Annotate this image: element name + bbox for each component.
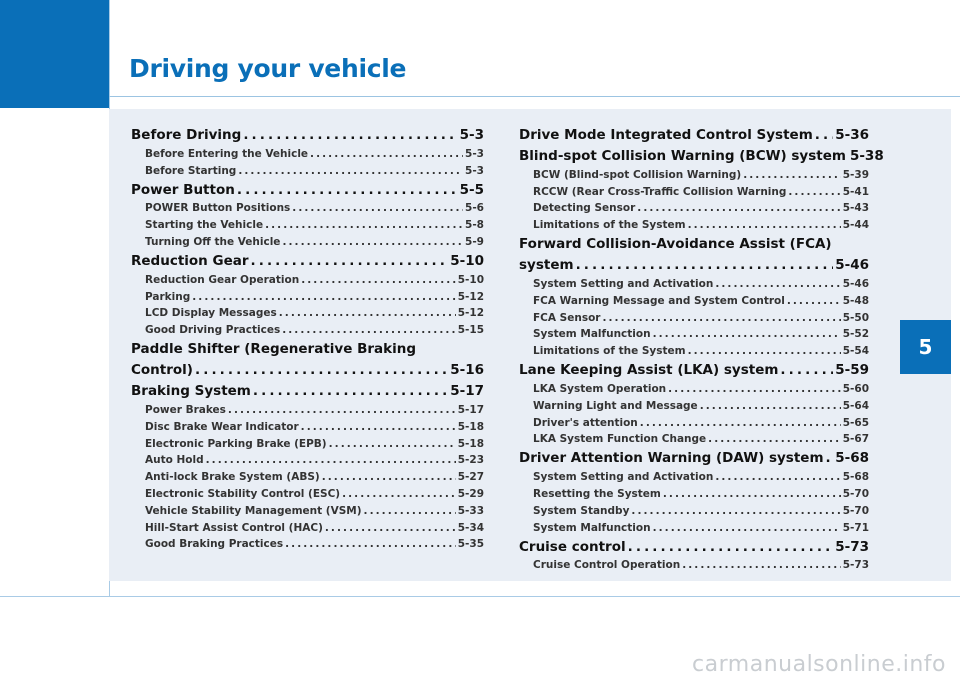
toc-leader-dots <box>342 488 456 500</box>
toc-section-title: Paddle Shifter (Regenerative Braking <box>131 341 417 358</box>
toc-leader-dots <box>325 522 456 534</box>
toc-leader-dots <box>265 219 463 231</box>
toc-section[interactable] <box>131 248 484 336</box>
toc-subentry[interactable] <box>145 231 484 248</box>
toc-leader-dots <box>282 324 456 336</box>
toc-subentry[interactable] <box>145 319 484 336</box>
toc-section-line <box>519 357 869 378</box>
toc-subentry-page: 5-3 <box>465 164 484 177</box>
toc-leader-dots <box>788 186 840 198</box>
toc-section-line <box>131 357 484 378</box>
toc-subentry[interactable] <box>145 303 484 320</box>
toc-subentry-page: 5-52 <box>842 328 869 341</box>
toc-subentry-page: 5-64 <box>842 399 869 412</box>
toc-leader-dots <box>663 488 841 500</box>
toc-leader-dots <box>653 328 841 340</box>
toc-subentry[interactable] <box>145 286 484 303</box>
toc-subentry[interactable] <box>145 198 484 215</box>
toc-subentry-title: Good Driving Practices <box>145 324 281 337</box>
toc-subentry-page: 5-35 <box>457 538 484 551</box>
toc-subentry-title: Disc Brake Wear Indicator <box>145 420 299 433</box>
toc-subentry-title: System Standby <box>533 504 630 517</box>
toc-subentry-page: 5-6 <box>465 202 484 215</box>
toc-subentry-title: Hill-Start Assist Control (HAC) <box>145 521 323 534</box>
toc-leader-dots <box>628 539 834 555</box>
toc-subentry-title: RCCW (Rear Cross-Traffic Collision Warning <box>533 185 787 198</box>
toc-section-title: system <box>519 257 574 274</box>
toc-subentry-title: Driver's attention <box>533 416 638 429</box>
toc-leader-dots <box>329 438 456 450</box>
toc-subentry[interactable] <box>533 290 869 307</box>
toc-leader-dots <box>640 417 841 429</box>
toc-section-line <box>131 177 484 198</box>
toc-subentry[interactable] <box>533 466 869 483</box>
toc-section[interactable] <box>131 336 484 378</box>
toc-subentry-page: 5-50 <box>842 311 869 324</box>
toc-subentry-page: 5-43 <box>842 202 869 215</box>
toc-leader-dots <box>292 202 463 214</box>
toc-leader-dots <box>310 148 463 160</box>
toc-subentry[interactable] <box>145 399 484 416</box>
toc-left-column <box>131 123 484 550</box>
toc-leader-dots <box>780 362 833 378</box>
toc-subentry[interactable] <box>533 429 869 446</box>
toc-leader-dots <box>285 538 456 550</box>
toc-subentry-title: System Malfunction <box>533 521 651 534</box>
toc-section-title: Cruise control <box>519 538 626 555</box>
toc-section-title: Before Driving <box>131 127 242 143</box>
toc-subentry-page: 5-29 <box>457 487 484 500</box>
toc-section-page: 5-36 <box>835 127 869 143</box>
toc-section[interactable] <box>519 231 869 357</box>
toc-subentry[interactable] <box>533 214 869 231</box>
toc-subentry[interactable] <box>533 412 869 429</box>
toc-leader-dots <box>576 257 834 273</box>
toc-leader-dots <box>700 400 841 412</box>
toc-section-line <box>519 143 884 164</box>
toc-subentry-page: 5-3 <box>465 147 484 160</box>
toc-section-page: 5-5 <box>459 181 484 198</box>
toc-section-title: Forward Collision-Avoidance Assist (FCA) <box>519 236 832 253</box>
toc-subentry-title: FCA Warning Message and System Control <box>533 294 785 307</box>
toc-section[interactable] <box>519 123 869 143</box>
toc-subentry-page: 5-71 <box>842 521 869 534</box>
toc-leader-dots <box>631 505 840 517</box>
toc-section-page: 5-73 <box>835 538 869 555</box>
toc-subentry[interactable] <box>145 416 484 433</box>
toc-subentry-page: 5-34 <box>457 521 484 534</box>
toc-leader-dots <box>708 433 841 445</box>
toc-leader-dots <box>322 471 456 483</box>
toc-subentry-title: Limitations of the System <box>533 345 686 358</box>
toc-subentry-title: Starting the Vehicle <box>145 219 264 232</box>
toc-subentry-title: Anti-lock Brake System (ABS) <box>145 471 320 484</box>
toc-leader-dots <box>243 127 457 143</box>
toc-section-page: 5-46 <box>835 257 869 274</box>
toc-subentry[interactable] <box>145 214 484 231</box>
toc-leader-dots <box>682 559 841 571</box>
toc-subentry[interactable] <box>533 395 869 412</box>
toc-subentry[interactable] <box>533 340 869 357</box>
toc-subentry-title: Reduction Gear Operation <box>145 273 300 286</box>
toc-subentry[interactable] <box>145 517 484 534</box>
toc-subentry-title: BCW (Blind-spot Collision Warning) <box>533 168 742 181</box>
toc-subentry[interactable] <box>533 517 869 534</box>
toc-section-page: 5-17 <box>450 383 484 400</box>
toc-subentry-page: 5-15 <box>457 324 484 337</box>
toc-section[interactable] <box>519 534 869 572</box>
chapter-tab[interactable]: 5 <box>900 320 951 374</box>
toc-leader-dots <box>668 383 841 395</box>
toc-leader-dots <box>787 295 841 307</box>
toc-leader-dots <box>206 454 456 466</box>
toc-leader-dots <box>364 505 456 517</box>
toc-subentry-page: 5-9 <box>465 235 484 248</box>
toc-subentry-page: 5-18 <box>457 420 484 433</box>
toc-section[interactable] <box>519 143 884 232</box>
toc-subentry[interactable] <box>533 181 869 198</box>
toc-section[interactable] <box>519 357 869 445</box>
toc-subentry-title: Limitations of the System <box>533 219 686 232</box>
toc-subentry[interactable] <box>533 307 869 324</box>
toc-section-title: Blind-spot Collision Warning (BCW) system <box>519 148 846 164</box>
toc-section-page: 5-38 <box>849 148 884 164</box>
toc-section[interactable] <box>131 177 484 248</box>
toc-leader-dots <box>228 404 456 416</box>
toc-subentry-page: 5-48 <box>842 294 869 307</box>
toc-leader-dots <box>282 236 463 248</box>
toc-section[interactable] <box>519 445 869 533</box>
toc-section-line <box>519 123 869 143</box>
toc-leader-dots <box>688 219 841 231</box>
toc-subentry-title: Electronic Stability Control (ESC) <box>145 487 341 500</box>
toc-subentry-title: Detecting Sensor <box>533 202 636 215</box>
toc-leader-dots <box>251 253 449 269</box>
toc-subentry-page: 5-70 <box>842 504 869 517</box>
toc-section[interactable] <box>131 123 484 177</box>
toc-subentry[interactable] <box>145 534 484 551</box>
toc-subentry-page: 5-39 <box>842 168 869 181</box>
toc-subentry-title: Resetting the System <box>533 487 661 500</box>
footer-divider <box>0 596 960 597</box>
toc-leader-dots <box>653 522 841 534</box>
toc-section-title: Control) <box>131 362 193 379</box>
toc-section-title: Lane Keeping Assist (LKA) system <box>519 362 779 379</box>
toc-leader-dots <box>301 274 456 286</box>
toc-subentry-title: Turning Off the Vehicle <box>145 235 281 248</box>
toc-section-page: 5-68 <box>835 450 869 467</box>
toc-subentry-page: 5-41 <box>842 185 869 198</box>
toc-subentry[interactable] <box>533 164 869 181</box>
toc-subentry-title: Electronic Parking Brake (EPB) <box>145 437 327 450</box>
toc-section-line <box>519 534 869 555</box>
toc-subentry-page: 5-33 <box>457 504 484 517</box>
toc-subentry-page: 5-17 <box>457 403 484 416</box>
toc-leader-dots <box>279 307 456 319</box>
toc-subentry-title: LKA System Operation <box>533 382 667 395</box>
toc-subentry[interactable] <box>145 143 484 160</box>
toc-leader-dots <box>192 291 455 303</box>
toc-subentry-title: Power Brakes <box>145 403 226 416</box>
toc-leader-dots <box>815 127 833 143</box>
toc-leader-dots <box>602 312 840 324</box>
toc-section-line <box>131 123 484 143</box>
toc-subentry[interactable] <box>533 198 869 215</box>
toc-subentry-page: 5-44 <box>842 219 869 232</box>
toc-subentry[interactable] <box>533 324 869 341</box>
toc-subentry-title: Before Entering the Vehicle <box>145 147 309 160</box>
watermark: carmanualsonline.info <box>692 652 946 677</box>
toc-leader-dots <box>715 471 840 483</box>
toc-leader-dots <box>688 345 841 357</box>
toc-subentry[interactable] <box>533 500 869 517</box>
toc-section-line <box>131 336 484 357</box>
toc-subentry-title: Good Braking Practices <box>145 538 284 551</box>
toc-section-page: 5-3 <box>459 127 484 143</box>
toc-leader-dots <box>238 165 463 177</box>
toc-section-line <box>519 445 869 466</box>
toc-subentry[interactable] <box>533 378 869 395</box>
toc-leader-dots <box>237 182 458 198</box>
chapter-header-block <box>0 0 109 108</box>
title-underline <box>109 96 960 97</box>
toc-subentry-title: System Setting and Activation <box>533 471 714 484</box>
page-title: Driving your vehicle <box>129 54 407 83</box>
toc-section-line <box>519 252 869 273</box>
toc-subentry[interactable] <box>145 500 484 517</box>
toc-leader-dots <box>301 421 456 433</box>
toc-section[interactable] <box>131 378 484 550</box>
toc-subentry[interactable] <box>533 273 869 290</box>
toc-subentry-page: 5-46 <box>842 277 869 290</box>
toc-subentry[interactable] <box>145 433 484 450</box>
toc-subentry-page: 5-68 <box>842 471 869 484</box>
toc-leader-dots <box>715 278 840 290</box>
toc-leader-dots <box>253 383 448 399</box>
toc-section-title: Braking System <box>131 383 251 400</box>
toc-leader-dots <box>195 362 448 378</box>
toc-subentry-title: Vehicle Stability Management (VSM) <box>145 504 362 517</box>
toc-subentry-page: 5-27 <box>457 471 484 484</box>
toc-subentry-page: 5-65 <box>842 416 869 429</box>
toc-subentry-title: Parking <box>145 290 191 303</box>
toc-section-title: Power Button <box>131 181 235 198</box>
toc-leader-dots <box>826 450 834 466</box>
toc-section-title: Drive Mode Integrated Control System <box>519 127 813 143</box>
toc-subentry-title: Before Starting <box>145 164 237 177</box>
toc-section-line <box>131 378 484 399</box>
toc-subentry[interactable] <box>533 555 869 572</box>
toc-subentry-title: System Setting and Activation <box>533 277 714 290</box>
toc-section-line <box>131 248 484 269</box>
toc-section-title: Reduction Gear <box>131 252 249 269</box>
toc-subentry-page: 5-10 <box>457 273 484 286</box>
toc-subentry-page: 5-67 <box>842 433 869 446</box>
toc-subentry-page: 5-18 <box>457 437 484 450</box>
toc-leader-dots <box>637 202 840 214</box>
toc-subentry-title: Warning Light and Message <box>533 399 698 412</box>
toc-section-line <box>519 231 869 252</box>
toc-subentry-title: LCD Display Messages <box>145 307 277 320</box>
toc-subentry-page: 5-12 <box>457 290 484 303</box>
toc-subentry-title: FCA Sensor <box>533 311 601 324</box>
toc-subentry[interactable] <box>145 483 484 500</box>
toc-right-column <box>519 123 884 572</box>
toc-subentry[interactable] <box>145 466 484 483</box>
toc-subentry-title: LKA System Function Change <box>533 433 707 446</box>
toc-subentry-page: 5-60 <box>842 382 869 395</box>
toc-section-page: 5-16 <box>450 362 484 379</box>
toc-subentry-title: POWER Button Positions <box>145 202 291 215</box>
toc-subentry-page: 5-12 <box>457 307 484 320</box>
toc-subentry[interactable] <box>533 483 869 500</box>
toc-subentry[interactable] <box>145 160 484 177</box>
toc-subentry[interactable] <box>145 269 484 286</box>
toc-subentry-title: Cruise Control Operation <box>533 559 681 572</box>
toc-section-title: Driver Attention Warning (DAW) system <box>519 450 824 467</box>
toc-subentry-page: 5-23 <box>457 454 484 467</box>
toc-section-page: 5-10 <box>450 252 484 269</box>
toc-subentry-title: System Malfunction <box>533 328 651 341</box>
toc-leader-dots <box>743 169 841 181</box>
toc-subentry-page: 5-54 <box>842 345 869 358</box>
toc-subentry-page: 5-70 <box>842 487 869 500</box>
toc-subentry[interactable] <box>145 450 484 467</box>
toc-subentry-page: 5-73 <box>842 559 869 572</box>
toc-subentry-page: 5-8 <box>465 219 484 232</box>
toc-subentry-title: Auto Hold <box>145 454 204 467</box>
toc-section-page: 5-59 <box>835 362 869 379</box>
